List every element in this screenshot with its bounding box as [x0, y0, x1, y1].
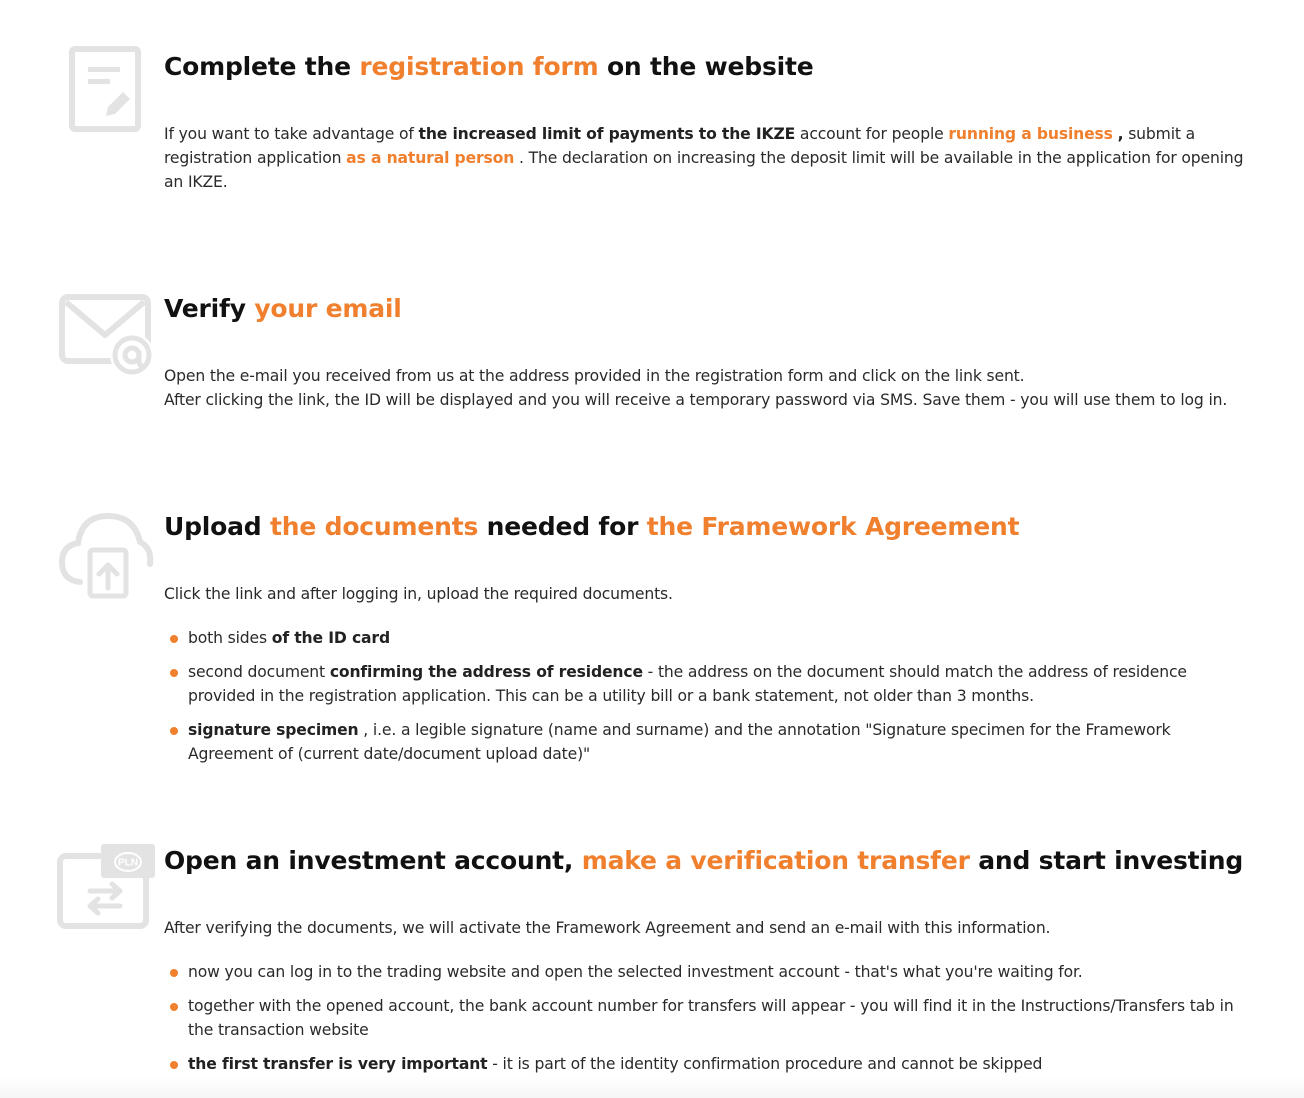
- step-description: Click the link and after logging in, upload the required documents.: [164, 585, 673, 603]
- highlight: the Framework Agreement: [646, 512, 1020, 541]
- list-item: the first transfer is very important - it is part of the identity confirmation procedure and cannot be skipped: [164, 1052, 1234, 1076]
- list-item: second document confirming the address of residence - the address on the document should match the address of residence provided in the registration application. This can be a utility bill or a bank statement, not older than 3 months.: [164, 660, 1234, 708]
- email-at-icon: [58, 293, 156, 379]
- highlight: running a business: [948, 125, 1113, 143]
- highlight: your email: [254, 294, 402, 323]
- account-steps-list: [164, 960, 1234, 1086]
- step-description: If you want to take advantage of the increased limit of payments to the IKZE account for people running a business , submit a registration application as a natural person . The declaration on increasing the deposit limit will be available in the application for opening an IKZE.: [164, 125, 1244, 191]
- transfer-pln-icon: [56, 844, 158, 932]
- list-item: both sides of the ID card: [164, 626, 1234, 650]
- step-description: [164, 364, 1274, 412]
- step-title: Upload the documents needed for the Framework Agreement: [164, 512, 1020, 541]
- list-item: signature specimen , i.e. a legible signature (name and surname) and the annotation "Signature specimen for the Framework Agreement of (current date/document upload date)": [164, 718, 1234, 766]
- bottom-fade: [0, 1076, 1304, 1098]
- cloud-upload-icon: [58, 510, 156, 600]
- highlight: make a verification transfer: [581, 846, 970, 875]
- highlight: as a natural person: [346, 149, 515, 167]
- pln-badge: PLN: [118, 857, 138, 869]
- form-edit-icon: [68, 45, 144, 133]
- description-line: After clicking the link, the ID will be displayed and you will receive a temporary password via SMS. Save them - you will use them to log in.: [164, 391, 1228, 409]
- description-line: Open the e-mail you received from us at the address provided in the registration form and click on the link sent.: [164, 367, 1025, 385]
- step-description: After verifying the documents, we will activate the Framework Agreement and send an e-mail with this information.: [164, 919, 1051, 937]
- step-title: Verify your email: [164, 294, 402, 323]
- step-title: Open an investment account, make a verification transfer and start investing: [164, 846, 1244, 875]
- requirements-list: [164, 626, 1234, 776]
- highlight: registration form: [359, 52, 599, 81]
- highlight: the documents: [270, 512, 479, 541]
- list-item: now you can log in to the trading website and open the selected investment account - that's what you're waiting for.: [164, 960, 1234, 984]
- step-title: Complete the registration form on the website: [164, 52, 814, 81]
- list-item: together with the opened account, the bank account number for transfers will appear - you will find it in the Instructions/Transfers tab in the transaction website: [164, 994, 1234, 1042]
